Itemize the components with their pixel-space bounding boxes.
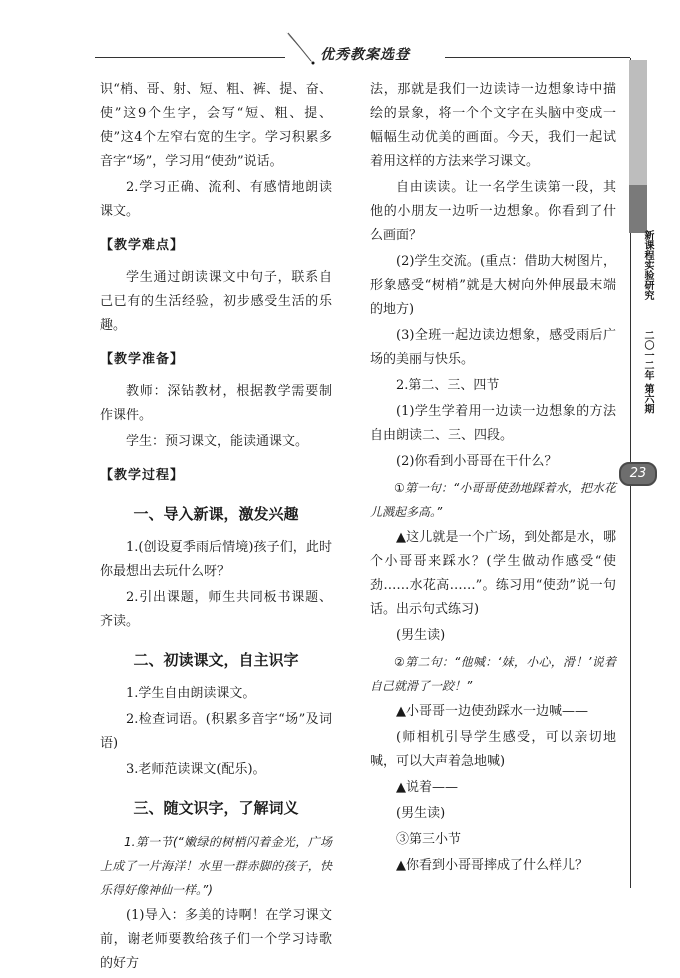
- step-heading-1: 一、导入新课，激发兴趣: [133, 505, 299, 523]
- poem-quote: ②第二句：“他喊：‘妹，小心，滑！’说着自己就滑了一跤！”: [370, 655, 616, 693]
- paragraph: 2.第二、三、四节: [396, 378, 500, 393]
- paragraph: 自由读读。让一名学生读第一段，其他的小朋友一边听一边想象。你看到了什么画面？: [370, 180, 616, 243]
- page-header: [0, 22, 680, 72]
- paragraph: (男生读): [396, 806, 446, 821]
- sidebar-tab-dark: [629, 185, 647, 233]
- poem-quote: ①第一句：“小哥哥使劲地踩着水，把水花儿溅起多高。”: [370, 481, 616, 519]
- left-column: [100, 78, 332, 978]
- header-rule-right: [445, 57, 630, 58]
- paragraph: 学生：预习课文，能读通课文。: [126, 434, 309, 449]
- paragraph: 识“梢、哥、射、短、粗、裤、提、奋、使”这9个生字，会写“短、粗、提、使”这4个左窄右宽的生字。学习积累多音字“场”，学习用“使劲”说话。: [100, 82, 332, 169]
- paragraph: 教师：深钻教材，根据教学需要制作课件。: [100, 384, 332, 423]
- right-column: [370, 78, 616, 880]
- sidebar-tab: [629, 60, 647, 185]
- paragraph: 法，那就是我们一边读诗一边想象诗中描绘的景象，将一个个文字在头脑中变成一幅幅生动优美的画面。今天，我们一起试着用这样的方法来学习课文。: [370, 82, 616, 169]
- paragraph: ▲你看到小哥哥摔成了什么样儿？: [396, 858, 588, 873]
- paragraph: (2)学生交流。(重点：借助大树图片，形象感受“树梢”就是大树向外伸展最末端的地方): [370, 254, 616, 317]
- paragraph: ▲这儿就是一个广场，到处都是水，哪个小哥哥来踩水？(学生做动作感受“使劲……水花高……”。练习用“使劲”说一句话。出示句式练习): [370, 530, 616, 617]
- journal-name: 新课程实验研究: [642, 230, 653, 300]
- paragraph: ③第三小节: [396, 832, 462, 847]
- header-title: 优秀教案选登: [320, 47, 410, 63]
- paragraph: ▲说着——: [396, 780, 458, 795]
- step-heading-2: 二、初读课文，自主识字: [133, 651, 299, 669]
- paragraph: (师相机引导学生感受，可以亲切地喊，可以大声着急地喊): [370, 730, 616, 769]
- paragraph: 2.引出课题，师生共同板书课题、齐读。: [100, 590, 332, 629]
- section-label-difficulty: 【教学难点】: [100, 238, 185, 253]
- paragraph: (3)全班一起边读边想象，感受雨后广场的美丽与快乐。: [370, 328, 616, 367]
- paragraph: (男生读): [396, 628, 446, 643]
- paragraph: 2.学习正确、流利、有感情地朗读课文。: [100, 180, 332, 219]
- section-label-process: 【教学过程】: [100, 468, 185, 483]
- paragraph: 1.学生自由朗读课文。: [126, 686, 256, 701]
- poem-quote: 1.第一节(“嫩绿的树梢闪着金光，广场上成了一片海洋！水里一群赤脚的孩子，快乐得好像神仙一样。”): [100, 835, 332, 897]
- section-label-preparation: 【教学准备】: [100, 352, 185, 367]
- step-heading-3: 三、随文识字，了解词义: [133, 799, 299, 817]
- paragraph: (1)导入：多美的诗啊！在学习课文前，谢老师要教给孩子们一个学习诗歌的好方: [100, 908, 332, 971]
- pen-icon: [282, 30, 318, 66]
- paragraph: 2.检查词语。(积累多音字“场”及词语): [100, 712, 332, 751]
- issue-label: 二〇一二年 第六期: [642, 330, 653, 414]
- paragraph: 1.(创设夏季雨后情境)孩子们，此时你最想出去玩什么呀？: [100, 540, 332, 579]
- paragraph: (2)你看到小哥哥在干什么？: [396, 454, 558, 469]
- paragraph: 3.老师范读课文(配乐)。: [126, 762, 266, 777]
- paragraph: ▲小哥哥一边使劲踩水一边喊——: [396, 704, 588, 719]
- header-rule-left: [95, 57, 285, 58]
- paragraph: 学生通过朗读课文中句子，联系自己已有的生活经验，初步感受生活的乐趣。: [100, 270, 332, 333]
- page-number: 23: [619, 462, 657, 486]
- paragraph: (1)学生学着用一边读一边想象的方法自由朗读二、三、四段。: [370, 404, 616, 443]
